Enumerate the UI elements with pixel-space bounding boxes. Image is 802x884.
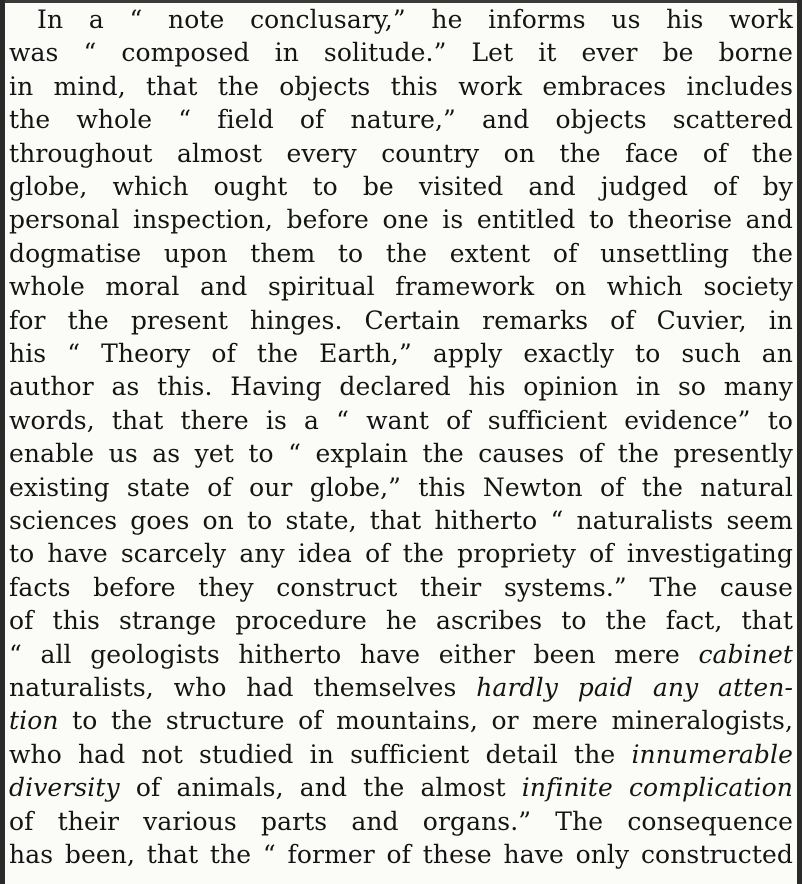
text-line — [9, 838, 793, 871]
text-segment: of animals, and the almost — [119, 773, 522, 803]
text-segment: of this strange procedure he ascribes to the fact, that — [9, 606, 793, 636]
article-column — [9, 3, 793, 884]
text-segment: has been, that the “ former of these have only constructed — [9, 840, 793, 869]
italic-text: infinite complication — [521, 773, 794, 803]
text-line — [9, 137, 793, 170]
text-segment: globe, which ought to be visited and judged of by — [9, 172, 793, 201]
text-segment: the whole “ field of nature,” and objects scattered — [9, 105, 793, 135]
text-segment: personal inspection, before one is entitled to theorise and — [9, 205, 793, 235]
text-line — [9, 70, 793, 103]
text-line — [9, 738, 793, 771]
text-segment: naturalists, who had themselves — [9, 673, 477, 702]
text-line — [9, 270, 793, 303]
text-line — [9, 638, 793, 671]
text-line — [9, 337, 793, 370]
text-line — [9, 237, 793, 270]
text-segment: In a “ note conclusary,” he informs us his work — [37, 5, 793, 34]
italic-text: cabinet — [698, 639, 793, 669]
italic-text: hardly paid any atten- — [476, 673, 793, 702]
text-line — [9, 704, 793, 737]
text-line — [9, 3, 793, 36]
italic-text: innumerable — [631, 739, 793, 769]
text-line — [9, 571, 793, 604]
text-line — [9, 604, 793, 637]
text-segment: whole moral and spiritual framework on which society — [9, 272, 793, 302]
text-segment: to have scarcely any idea of the propriety of investigating — [9, 539, 793, 569]
text-segment: who had not studied in sufficient detail the — [9, 739, 632, 769]
text-segment: “ all geologists hitherto have either been mere — [9, 639, 699, 669]
text-segment: existing state of our globe,” this Newton of the natural — [9, 472, 793, 502]
italic-text: diversity — [9, 773, 120, 803]
text-line — [9, 370, 793, 403]
text-line — [9, 471, 793, 504]
text-segment: in mind, that the objects this work embraces includes — [9, 71, 793, 101]
text-line — [9, 537, 793, 570]
text-segment: sciences goes on to state, that hitherto “ naturalists seem — [9, 506, 793, 535]
text-segment: facts before they construct their systems.” The cause — [9, 572, 793, 602]
text-segment: to the structure of mountains, or mere mineralogists, — [58, 706, 793, 736]
text-segment: of their various parts and organs.” The consequence — [9, 806, 793, 836]
text-segment: his “ Theory of the Earth,” apply exactly to such an — [9, 339, 793, 368]
text-line — [9, 437, 793, 470]
text-line — [9, 36, 793, 69]
text-segment: dogmatise upon them to the extent of unsettling the — [9, 238, 793, 268]
text-line — [9, 771, 793, 804]
text-line — [9, 170, 793, 203]
text-line — [9, 404, 793, 437]
text-segment: words, that there is a “ want of sufficient evidence” to — [9, 405, 793, 435]
text-line — [9, 504, 793, 537]
text-line — [9, 671, 793, 704]
text-line — [9, 805, 793, 838]
text-segment: enable us as yet to “ explain the causes of the presently — [9, 439, 793, 469]
text-segment: throughout almost every country on the face of the — [9, 138, 793, 168]
italic-text: tion — [9, 706, 59, 736]
text-line — [9, 203, 793, 236]
text-segment: was “ composed in solitude.” Let it ever be borne — [9, 38, 793, 68]
text-segment: author as this. Having declared his opinion in so many — [9, 372, 793, 402]
text-line — [9, 103, 793, 136]
text-line — [9, 304, 793, 337]
text-segment: for the present hinges. Certain remarks of Cuvier, in — [9, 305, 793, 335]
